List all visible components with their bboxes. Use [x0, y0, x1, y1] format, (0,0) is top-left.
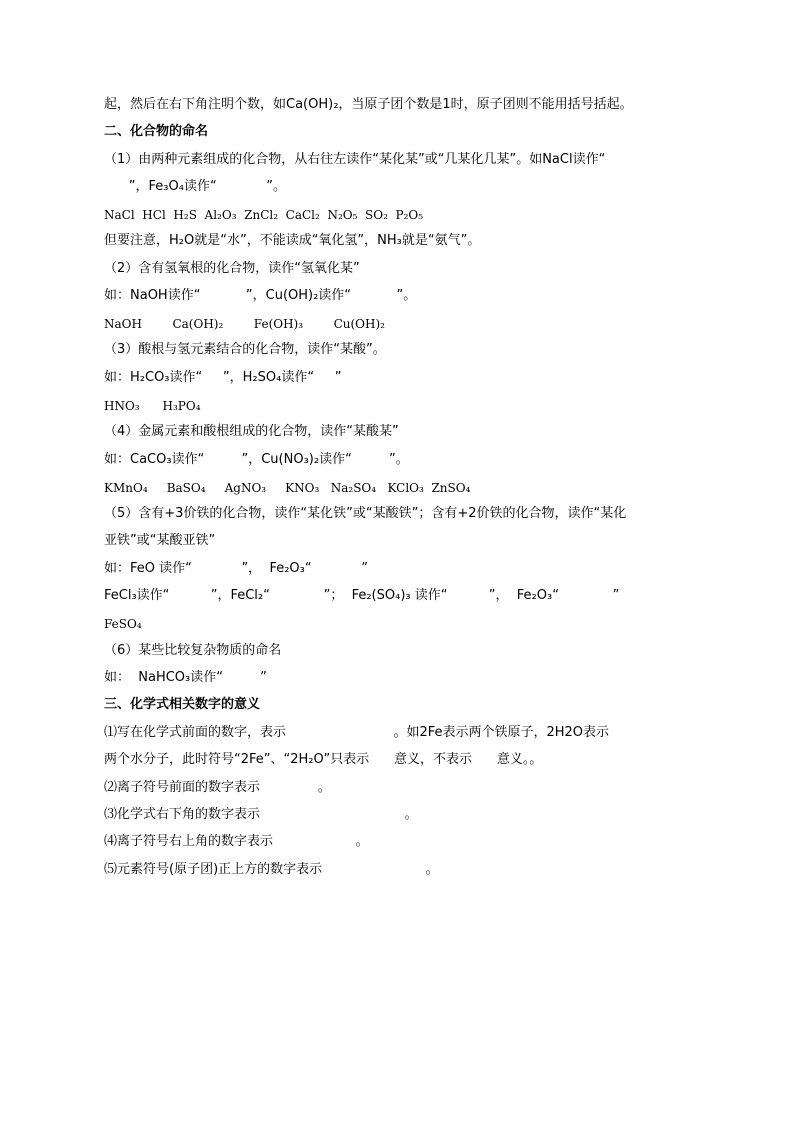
text-line: ⑸元素符号(原子团)正上方的数字表示 。	[104, 862, 439, 877]
text-line: ⑵离子符号前面的数字表示 。	[104, 780, 331, 795]
text-line: 亚铁”或“某酸亚铁”	[104, 533, 216, 548]
text-line: 如：FeO 读作“ ”， Fe₂O₃“ ”	[104, 561, 368, 576]
section-heading: 三、化学式相关数字的意义	[104, 697, 261, 712]
text-line: （1）由两种元素组成的化合物，从右往左读作“某化某”或“几某化几某”。如NaCl读作“	[104, 152, 606, 167]
formula-line: NaCl HCl H₂S Al₂O₃ ZnCl₂ CaCl₂ N₂O₅ SO₂ P₂O₅	[104, 208, 424, 222]
text-line: 两个水分子，此时符号“2Fe”、“2H₂O”只表示 意义，不表示 意义。。	[104, 752, 543, 767]
text-line: 但要注意，H₂O就是“水”，不能读成“氧化氢”，NH₃就是“氨气”。	[104, 233, 481, 248]
text-line: FeCl₃读作“ ”，FeCl₂“ ”； Fe₂(SO₄)₃ 读作“ ”， Fe₂O₃“ ”	[104, 588, 620, 603]
text-line: （6）某些比较复杂物质的命名	[104, 643, 282, 658]
text-line: 起，然后在右下角注明个数，如Ca(OH)₂，当原子团个数是1时，原子团则不能用括号括起。	[104, 97, 633, 112]
formula-line: HNO₃ H₃PO₄	[104, 399, 201, 413]
formula-line: FeSO₄	[104, 617, 142, 631]
text-line: ”，Fe₃O₄读作“ ”。	[104, 179, 287, 194]
text-line: （3）酸根与氢元素结合的化合物，读作“某酸”。	[104, 342, 386, 357]
text-line: （5）含有+3价铁的化合物，读作“某化铁”或“某酸铁”；含有+2价铁的化合物，读作“某化	[104, 506, 627, 521]
text-line: （2）含有氢氧根的化合物，读作“氢氧化某”	[104, 261, 360, 276]
formula-line: NaOH Ca(OH)₂ Fe(OH)₃ Cu(OH)₂	[104, 317, 385, 331]
text-line: 如：H₂CO₃读作“ ”，H₂SO₄读作“ ”	[104, 370, 342, 385]
text-line: ⑷离子符号右上角的数字表示 。	[104, 834, 369, 849]
formula-line: KMnO₄ BaSO₄ AgNO₃ KNO₃ Na₂SO₄ KClO₃ ZnSO₄	[104, 481, 471, 495]
text-line: ⑶化学式右下角的数字表示 。	[104, 807, 418, 822]
text-line: 如：CaCO₃读作“ ”，Cu(NO₃)₂读作“ ”。	[104, 452, 409, 467]
text-line: ⑴写在化学式前面的数字，表示 。如2Fe表示两个铁原子，2H2O表示	[104, 725, 610, 740]
text-line: 如： NaHCO₃读作“ ”	[104, 670, 267, 685]
text-line: 如：NaOH读作“ ”，Cu(OH)₂读作“ ”。	[104, 288, 417, 303]
section-heading: 二、化合物的命名	[104, 124, 209, 139]
text-line: （4）金属元素和酸根组成的化合物，读作“某酸某”	[104, 424, 399, 439]
